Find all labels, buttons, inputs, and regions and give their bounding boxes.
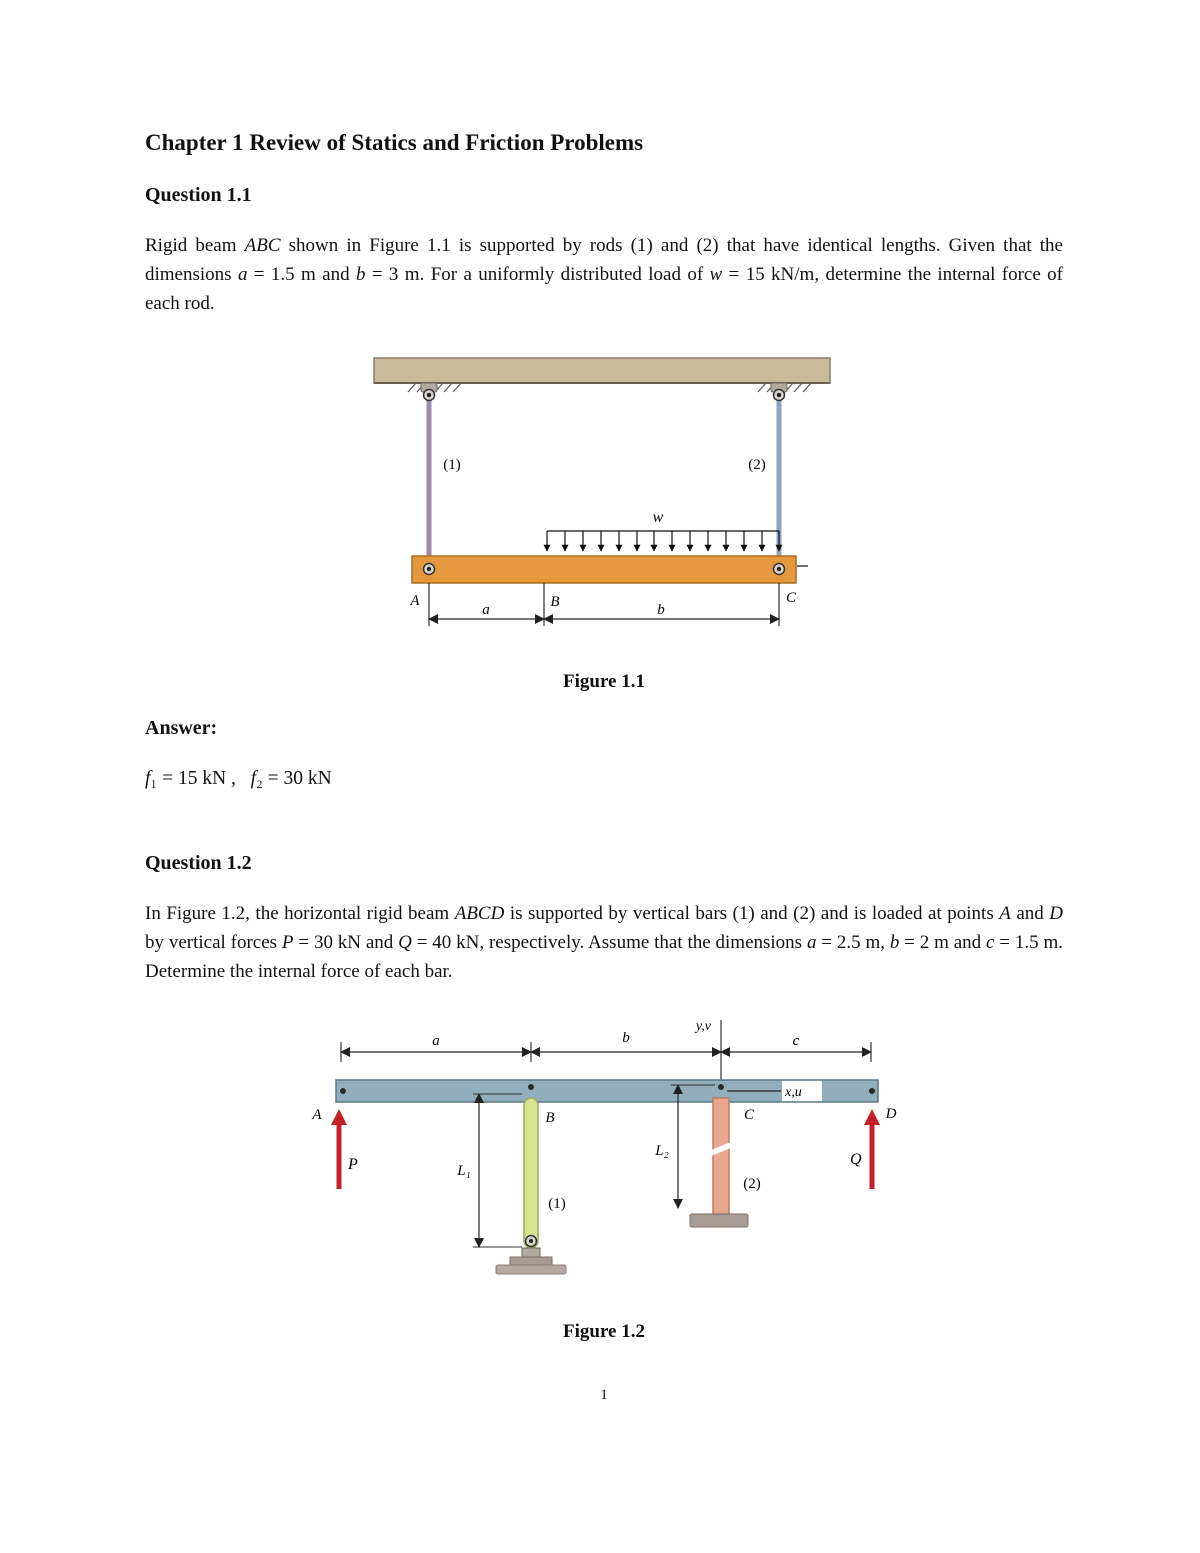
figure-1-2-drawing [301, 1012, 907, 1290]
bar1-base-plate [510, 1257, 552, 1265]
label-point-c: C [743, 1107, 755, 1124]
bar1-bracket [522, 1248, 540, 1257]
pin-rod2-top [774, 390, 785, 401]
question-1-2-heading: Question 1.2 [145, 852, 252, 875]
label-point-b: B [545, 1110, 555, 1127]
label-bar1: (1) [548, 1196, 566, 1213]
question-1-1-text: Rigid beam ABC shown in Figure 1.1 is supported by rods (1) and (2) that have identical lengths. Given that the dimensions a = 1.5 m and b = 3 m. For a uniformly distributed load of w = 15 kN/m, determine the internal force of each rod. [145, 235, 1063, 315]
label-force-p: P [348, 1156, 358, 1174]
beam-abc [412, 556, 796, 583]
label-dim-a: a [432, 1033, 440, 1050]
bar1-base-slab [496, 1265, 566, 1274]
label-load-w: w [652, 509, 664, 527]
pin-beam-a [424, 564, 435, 575]
label-point-a: A [312, 1107, 322, 1124]
label-dim-b: b [622, 1030, 630, 1047]
bar2-base-slab [690, 1214, 748, 1227]
ceiling-bar [374, 358, 830, 383]
distributed-load [547, 509, 779, 551]
label-dim-c: c [792, 1033, 800, 1050]
answer-heading: Answer: [145, 717, 218, 740]
label-bar2: (2) [743, 1176, 761, 1193]
figure-1-2-caption: Figure 1.2 [563, 1321, 645, 1343]
pin-rod1-top [424, 390, 435, 401]
label-force-q: Q [850, 1151, 862, 1169]
answer-text: f₁ = 15 kN , f₂ = 30 kN [145, 768, 332, 790]
page-number: 1 [600, 1387, 608, 1404]
label-rod2: (2) [748, 457, 766, 474]
label-point-a: A [410, 593, 420, 610]
bar-1 [524, 1098, 538, 1248]
figure-1-2 [145, 1012, 1063, 1343]
label-point-d: D [885, 1106, 897, 1123]
label-x-axis: x,u [785, 1085, 802, 1101]
question-1-1-heading: Question 1.1 [145, 184, 252, 206]
question-1-2-text: In Figure 1.2, the horizontal rigid beam ABCD is supported by vertical bars (1) and (2) and is loaded at points A and D by vertical forces P = 30 kN and Q = 40 kN, respectively. Assume that the dimensions a = 2.5 m, b = 2 m and c = 1.5 m. Determine the internal force of each bar. [145, 903, 1063, 983]
figure-1-1-caption: Figure 1.1 [563, 671, 645, 693]
dimension-ticks-top [341, 1020, 871, 1080]
bar-2 [713, 1098, 729, 1214]
label-dim-b: b [657, 602, 665, 619]
label-rod1: (1) [443, 457, 461, 474]
label-l2: L₂ [655, 1143, 669, 1160]
figure-1-1-drawing [364, 352, 844, 640]
label-dim-a: a [482, 602, 490, 619]
label-point-c: C [785, 590, 797, 607]
label-point-b: B [550, 594, 560, 611]
chapter-title: Chapter 1 Review of Statics and Friction Problems [145, 130, 644, 155]
pin-beam-c [774, 564, 785, 575]
figure-1-1 [145, 352, 1063, 693]
pin-bar1-bottom [526, 1236, 537, 1247]
label-y-axis: y,v [695, 1019, 711, 1035]
label-l1: L₁ [457, 1163, 471, 1180]
